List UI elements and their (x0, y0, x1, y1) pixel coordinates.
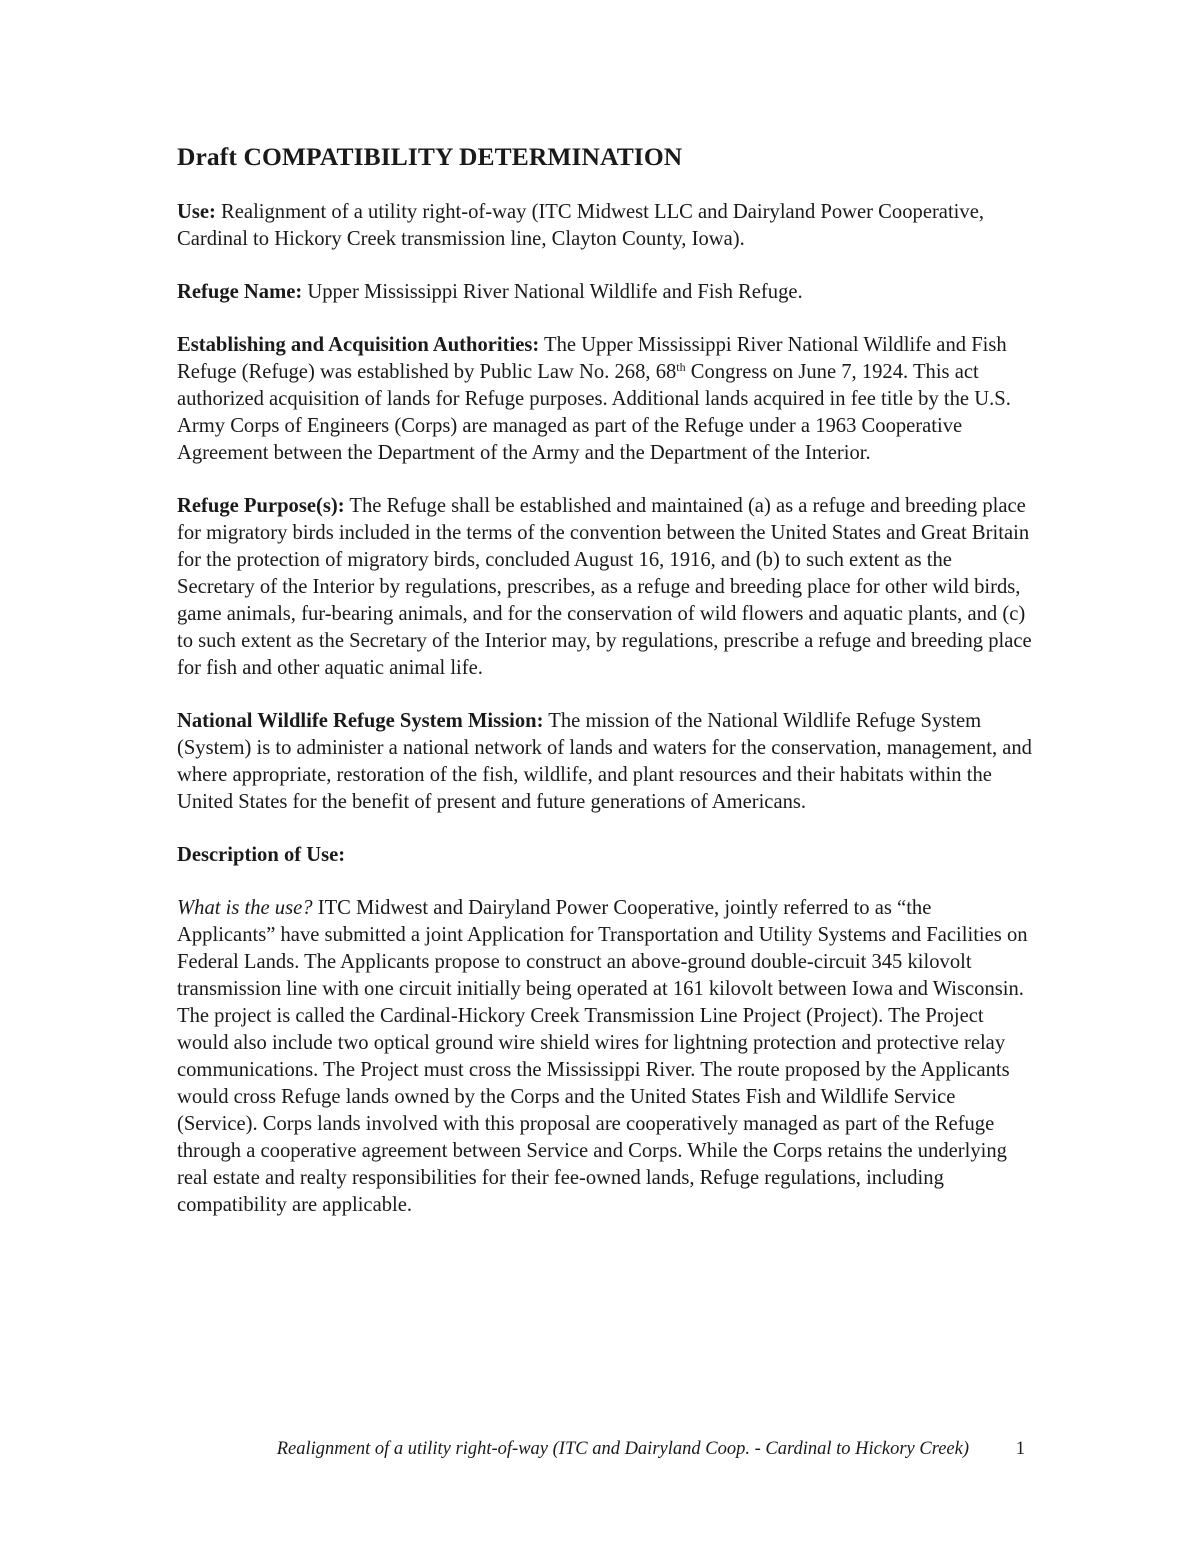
page-number: 1 (1015, 1439, 1025, 1459)
document-body (177, 199, 1032, 1219)
purposes-label: Refuge Purpose(s): (177, 495, 345, 517)
mission-label: National Wildlife Refuge System Mission: (177, 710, 544, 732)
footer-text: Realignment of a utility right-of-way (ITC and Dairyland Coop. - Cardinal to Hickory Creek) (276, 1439, 969, 1459)
what-is-use-text: ITC Midwest and Dairyland Power Cooperative, jointly referred to as “the Applicants” have submitted a joint Application for Transportation and Utility Systems and Facilities on Federal Lands. The Applicants propose to construct an above-ground double-circuit 345 kilovolt transmission line with one circuit initially being operated at 161 kilovolt between Iowa and Wisconsin. The project is called the Cardinal-Hickory Creek Transmission Line Project (Project). The Project would also include two optical ground wire shield wires for lightning protection and protective relay communications. The Project must cross the Mississippi River. The route proposed by the Applicants would cross Refuge lands owned by the Corps and the United States Fish and Wildlife Service (Service). Corps lands involved with this proposal are cooperatively managed as part of the Refuge through a cooperative agreement between Service and Corps. While the Corps retains the underlying real estate and realty responsibilities for their fee-owned lands, Refuge regulations, including compatibility are applicable. (177, 897, 1028, 1216)
what-is-use-question: What is the use? (177, 897, 313, 919)
what-is-use-paragraph (177, 895, 1032, 1219)
authorities-text-before: The Upper Mississippi River National Wildlife and Fish Refuge (Refuge) was established by Public Law No. 268, 68 (177, 334, 1007, 383)
use-text: Realignment of a utility right-of-way (ITC Midwest LLC and Dairyland Power Cooperative, Cardinal to Hickory Creek transmission line, Clayton County, Iowa). (177, 201, 984, 250)
refuge-name-text: Upper Mississippi River National Wildlife and Fish Refuge. (307, 281, 803, 303)
mission-text: The mission of the National Wildlife Refuge System (System) is to administer a national network of lands and waters for the conservation, management, and where appropriate, restoration of the fish, wildlife, and plant resources and their habitats within the United States for the benefit of present and future generations of Americans. (177, 710, 1032, 813)
use-label: Use: (177, 201, 216, 223)
mission-paragraph (177, 708, 1032, 816)
use-paragraph (177, 199, 1032, 253)
ordinal-superscript: th (676, 360, 686, 375)
refuge-name-paragraph (177, 279, 1032, 306)
authorities-label: Establishing and Acquisition Authorities: (177, 334, 540, 356)
refuge-name-label: Refuge Name: (177, 281, 303, 303)
purposes-paragraph (177, 493, 1032, 682)
document-title: Draft COMPATIBILITY DETERMINATION (177, 142, 683, 171)
authorities-text-after: Congress on June 7, 1924. This act authorized acquisition of lands for Refuge purposes. Additional lands acquired in fee title by the U.S. Army Corps of Engineers (Corps) are managed as part of the Refuge under a 1963 Cooperative Agreement between the Department of the Army and the Department of the Interior. (177, 361, 1011, 464)
purposes-text: The Refuge shall be established and maintained (a) as a refuge and breeding place for migratory birds included in the terms of the convention between the United States and Great Britain for the protection of migratory birds, concluded August 16, 1916, and (b) to such extent as the Secretary of the Interior by regulations, prescribes, as a refuge and breeding place for other wild birds, game animals, fur-bearing animals, and for the conservation of wild flowers and aquatic plants, and (c) to such extent as the Secretary of the Interior may, by regulations, prescribe a refuge and breeding place for fish and other aquatic animal life. (177, 495, 1032, 679)
authorities-paragraph (177, 332, 1032, 467)
description-heading: Description of Use: (177, 844, 346, 866)
